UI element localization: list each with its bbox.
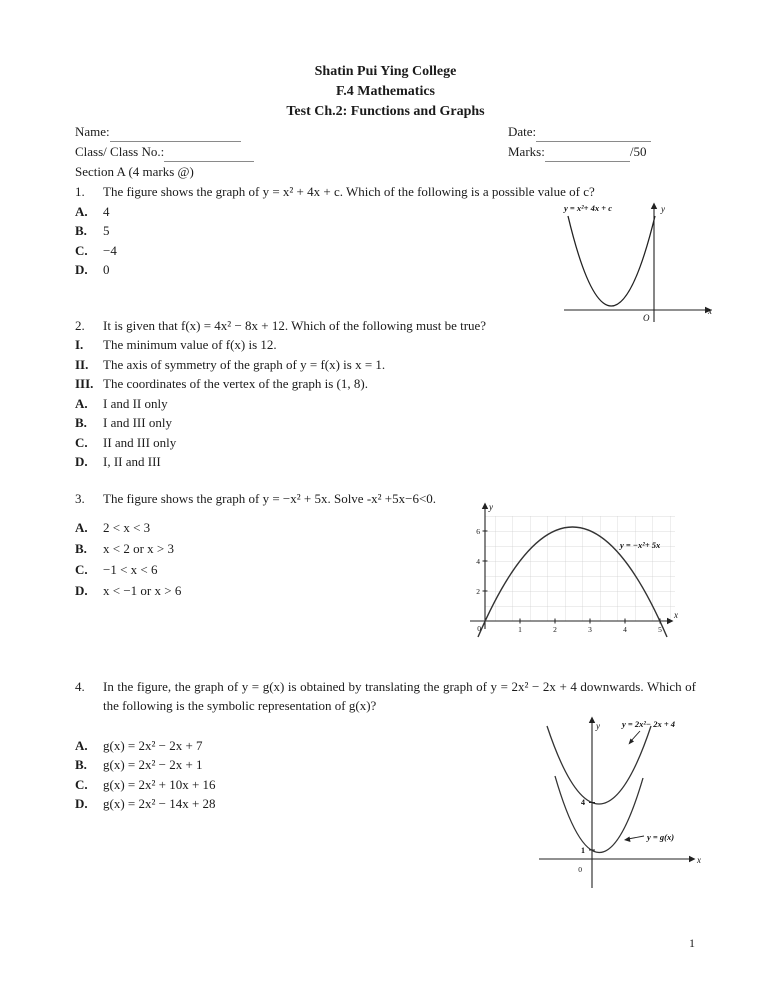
upper-curve-equation-label: y = 2x²− 2x + 4 — [622, 718, 676, 729]
option-text: 2 < x < 3 — [103, 520, 151, 535]
option-letter: B. — [75, 541, 87, 556]
option-letter: A. — [75, 737, 88, 753]
x-axis-arrow-icon — [689, 855, 696, 861]
curve-equation-label: y = x²+ 4x + c — [564, 203, 612, 213]
option-text: x < 2 or x > 3 — [103, 541, 174, 556]
question-1-text-row — [75, 182, 696, 202]
option-text: g(x) = 2x² − 14x + 28 — [103, 796, 216, 811]
x-tick-label: 1 — [518, 624, 522, 634]
page-number: 1 — [689, 936, 695, 950]
marks-total: /50 — [629, 144, 647, 159]
date-label: Date: — [508, 124, 537, 139]
y-axis-arrow-icon — [589, 716, 595, 723]
question-3-number: 3. — [75, 490, 85, 506]
y-tick-label-1: 1 — [581, 845, 585, 855]
y-tick-label: 6 — [476, 526, 480, 536]
marks-field — [508, 142, 696, 162]
lower-label-arrow-icon — [624, 836, 631, 842]
class-field — [75, 142, 508, 162]
parabola-curve — [568, 216, 655, 306]
date-field — [508, 122, 696, 142]
y-tick-label: 4 — [476, 556, 480, 566]
curve-equation-label: y = −x²+ 5x — [620, 539, 661, 550]
lower-label-pointer — [628, 836, 644, 839]
y-axis-arrow-icon — [651, 203, 657, 210]
question-2-text-row — [75, 316, 696, 336]
upper-parabola-curve — [547, 726, 651, 804]
question-2-option-b — [75, 413, 696, 433]
question-3-figure — [460, 501, 680, 651]
question-2-text: It is given that f(x) = 4x² − 8x + 12. Which of the following must be true? — [103, 317, 487, 333]
marks-label: Marks: — [508, 144, 545, 159]
statement-numeral: III. — [75, 376, 94, 391]
question-2-number: 2. — [75, 317, 85, 333]
name-blank-line — [110, 125, 241, 142]
question-4 — [75, 677, 701, 874]
question-1-figure — [562, 202, 714, 327]
class-label: Class/ Class No.: — [75, 144, 165, 159]
y-axis-label: y — [489, 501, 493, 512]
option-text: I and III only — [103, 415, 172, 430]
x-tick-label: 4 — [623, 624, 627, 634]
option-letter: C. — [75, 242, 88, 258]
info-row-2 — [75, 142, 696, 162]
question-2-statement-3 — [75, 374, 696, 394]
y-tick-label: 2 — [476, 586, 480, 596]
question-4-text: In the figure, the graph of y = g(x) is obtained by translating the graph of y = 2x² − 2x + 4 downwards. Which of the following is the symbolic representation of g(x)? — [103, 678, 696, 713]
option-letter: C. — [75, 776, 88, 792]
x-tick-label: 5 — [658, 624, 662, 634]
question-2-option-c — [75, 433, 696, 453]
test-title: Test Ch.2: Functions and Graphs — [286, 104, 485, 119]
upper-label-pointer — [631, 731, 640, 741]
question-2-option-d — [75, 452, 696, 472]
question-1-number: 1. — [75, 184, 85, 199]
marks-blank-line — [545, 145, 630, 162]
x-axis-label: x — [674, 609, 678, 620]
option-text: I and II only — [103, 395, 168, 411]
question-3 — [75, 489, 696, 677]
school-name: Shatin Pui Ying College — [314, 64, 457, 79]
option-text: −4 — [103, 242, 117, 258]
option-letter: B. — [75, 415, 87, 430]
option-letter: D. — [75, 262, 88, 277]
grid-background — [485, 516, 675, 621]
origin-label: O — [643, 313, 650, 323]
option-letter: D. — [75, 454, 88, 469]
question-1-text: The figure shows the graph of y = x² + 4x + c. Which of the following is a possible value of c? — [103, 184, 595, 199]
question-2-statement-1 — [75, 335, 696, 355]
option-letter: C. — [75, 562, 88, 577]
lower-curve-equation-label: y = g(x) — [647, 831, 675, 842]
y-axis-label: y — [661, 204, 665, 214]
option-text: −1 < x < 6 — [103, 562, 158, 577]
y-axis-arrow-icon — [482, 502, 488, 509]
option-letter: D. — [75, 583, 88, 598]
y-axis-label: y — [596, 720, 600, 731]
option-text: g(x) = 2x² − 2x + 1 — [103, 757, 203, 772]
statement-numeral: I. — [75, 337, 84, 352]
x-axis-label: x — [697, 854, 701, 865]
option-letter: B. — [75, 757, 87, 772]
option-letter: D. — [75, 796, 88, 811]
section-a-title: Section A (4 marks @) — [75, 164, 194, 179]
question-3-text: The figure shows the graph of y = −x² + 5x. Solve -x² +5x−6<0. — [103, 490, 437, 506]
option-letter: A. — [75, 520, 88, 535]
date-blank-line — [536, 125, 651, 142]
info-row-1 — [75, 122, 696, 142]
question-2-statement-2 — [75, 355, 696, 375]
option-letter: B. — [75, 223, 87, 238]
statement-text: The coordinates of the vertex of the graph is (1, 8). — [103, 376, 368, 391]
x-tick-label: 2 — [553, 624, 557, 634]
option-text: x < −1 or x > 6 — [103, 583, 182, 598]
question-4-number: 4. — [75, 678, 85, 694]
option-letter: C. — [75, 434, 88, 450]
statement-text: The axis of symmetry of the graph of y = f(x) is x = 1. — [103, 356, 386, 372]
statement-numeral: II. — [75, 356, 89, 372]
option-text: g(x) = 2x² + 10x + 16 — [103, 776, 216, 792]
option-letter: A. — [75, 395, 88, 411]
question-2 — [75, 316, 696, 472]
class-blank-line — [164, 145, 254, 162]
x-tick-label: 3 — [588, 624, 592, 634]
question-4-figure — [527, 716, 705, 908]
option-text: 0 — [103, 262, 110, 277]
x-axis-label: x — [708, 306, 712, 316]
question-1 — [75, 182, 712, 323]
option-text: 5 — [103, 223, 110, 238]
y-tick-label-4: 4 — [581, 797, 585, 807]
name-field — [75, 122, 508, 142]
option-letter: A. — [75, 203, 88, 219]
course-name: F.4 Mathematics — [335, 84, 436, 99]
option-text: 4 — [103, 203, 110, 219]
option-text: g(x) = 2x² − 2x + 7 — [103, 737, 203, 753]
option-text: II and III only — [103, 434, 177, 450]
origin-label: 0 — [578, 864, 582, 874]
question-4-text-row — [75, 677, 696, 716]
statement-text: The minimum value of f(x) is 12. — [103, 337, 277, 352]
upper-label-arrow-icon — [629, 738, 635, 744]
name-label: Name: — [75, 124, 110, 139]
origin-label: 0 — [477, 623, 481, 633]
option-text: I, II and III — [103, 454, 161, 469]
question-2-option-a — [75, 394, 696, 414]
